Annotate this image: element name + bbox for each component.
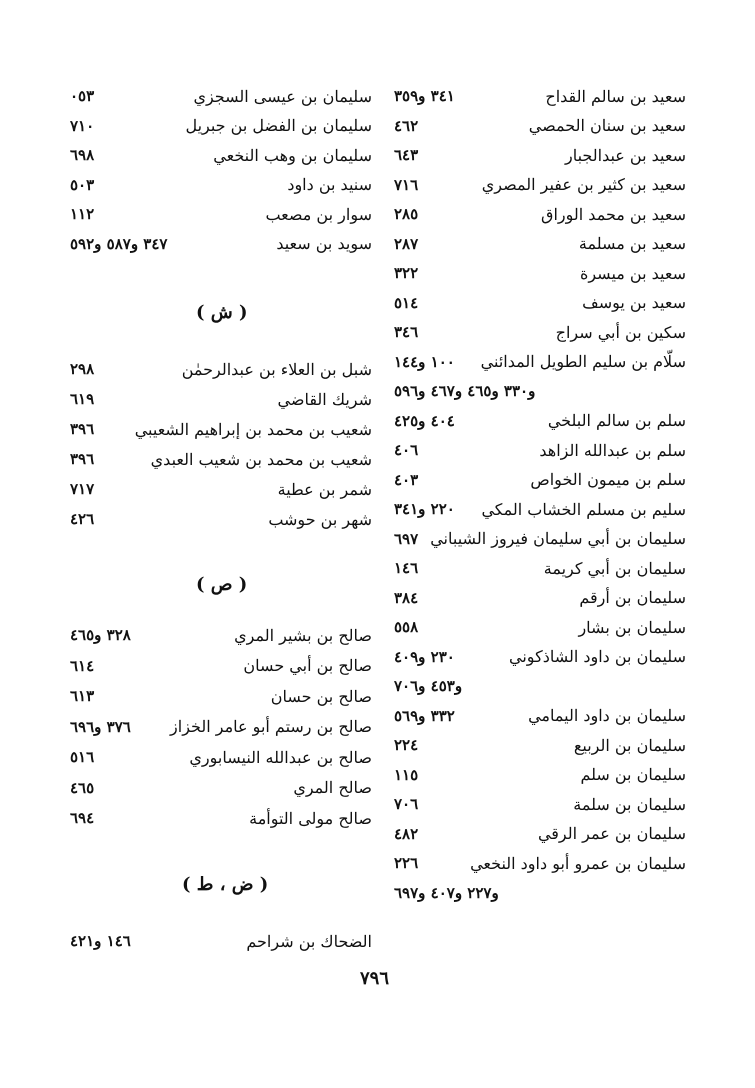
index-entry [394,642,686,672]
index-entry-continuation [394,878,686,908]
entry-name: صالح بن بشير المري [234,625,372,645]
index-entry [394,819,686,849]
entry-pages: ٢٢٦ [394,854,419,872]
index-entry [70,712,372,742]
entry-pages: ٢٢٠ و٣٤١ [394,500,455,518]
index-entry [70,504,372,534]
index-entry [394,730,686,760]
entry-name: شبل بن العلاء بن عبدالرحمٰن [181,359,372,379]
entry-name: شريك القاضي [277,389,372,409]
entry-pages: ٥٠٣ [70,175,95,194]
index-entry [70,384,372,414]
entry-pages: ٥٥٨ [394,618,419,636]
entry-name: سلم بن سالم البلخي [547,411,686,430]
entry-name: سليمان بن الربيع [573,735,686,755]
index-entry [394,435,686,465]
entry-pages: ١١٢ [70,205,95,223]
entry-name: صالح بن عبدالله النيسابوري [189,747,372,767]
entry-pages: ٣٤٦ [394,323,419,341]
section-heading-shin: ( ش ) [196,302,248,323]
entry-name: سليمان بن سلم [580,765,686,784]
entry-name: سعيد بن محمد الوراق [541,204,686,224]
entry-pages: ٢٣٠ و٤٠٩ [394,647,455,666]
entry-name: سليمان بن الفضل بن جبريل [185,116,372,135]
index-entry [394,701,686,731]
entry-name: سعيد بن عبدالجبار [564,145,686,165]
entry-pages: ٧٠٦ [394,795,419,813]
index-entry [70,170,372,200]
entry-name: شعيب بن محمد بن شعيب العبدي [150,449,372,469]
entry-pages: ٦١٤ [70,656,95,675]
entry-name: سليمان بن داود الشاذكوني [509,647,686,666]
entry-pages: ٧١٧ [70,480,95,498]
entry-name: سعيد بن ميسرة [579,263,686,283]
entry-pages: ٢٨٧ [394,234,419,253]
entry-pages: ٤٠٦ [394,441,419,459]
index-entry [394,848,686,878]
entry-pages: ٣٣٢ و٥٦٩ [394,706,455,725]
page-number: ٧٩٦ [360,968,390,989]
entry-pages: ٧١٦ [394,175,419,194]
entry-pages: ٣٤٧ و٥٨٧ و٥٩٢ [70,234,168,253]
entry-pages: و٢٢٧ و٤٠٧ و٦٩٧ [394,883,499,902]
entry-name: سليمان بن أبي كريمة [543,558,686,578]
entry-name: سليمان بن وهب النخعي [213,145,372,165]
index-entry [70,229,372,259]
entry-pages: ١٤٦ [394,559,419,577]
entry-name: سوار بن مصعب [265,204,372,224]
entry-pages: ٣٧٦ و٦٩٦ [70,717,131,736]
entry-pages: ٤٨٢ [394,824,419,843]
entry-pages: ٣٩٦ [70,450,95,468]
entry-name: سنيد بن داود [287,175,372,194]
entry-pages: ٤٢٦ [70,510,95,528]
index-entry [394,288,686,318]
entry-pages: ٦١٣ [70,687,95,705]
index-entry [394,81,686,111]
entry-pages: ٥١٤ [394,293,419,312]
entry-pages: و٤٥٣ و٧٠٦ [394,677,463,695]
entry-pages: ٠٥٣ [70,87,95,105]
entry-pages: و٣٣٠ و٤٦٥ و٤٦٧ و٥٩٦ [394,382,536,400]
entry-name: صالح بن أبي حسان [243,656,372,675]
index-entry [394,258,686,288]
entry-pages: ٤٠٤ و٤٢٥ [394,411,455,430]
entry-pages: ٦٤٣ [394,146,419,164]
index-entry [70,681,372,711]
entry-pages: ١٤٦ و٤٢١ [70,932,131,950]
index-entry [70,926,372,956]
entry-name: سويد بن سعيد [276,234,372,253]
index-entry [394,465,686,495]
entry-name: الضحاك بن شراحم [246,931,372,951]
index-entry [70,742,372,772]
entry-name: سلّام بن سليم الطويل المدائني [480,352,686,371]
section-heading-dad-ta: ( ض ، ط ) [182,874,269,895]
index-entry [394,140,686,170]
entry-pages: ١١٥ [394,765,419,784]
entry-pages: ٣٩٦ [70,420,95,438]
entry-name: سلم بن عبدالله الزاهد [539,440,686,460]
index-entry [394,494,686,524]
index-entry [394,229,686,259]
entry-name: شمر بن عطية [277,479,372,499]
entry-pages: ٣٨٤ [394,588,419,607]
entry-name: صالح مولى التوأمة [249,808,372,828]
index-entry [70,414,372,444]
entry-pages: ٢٢٤ [394,736,419,754]
index-entry [394,111,686,141]
index-entry [70,199,372,229]
entry-name: شعيب بن محمد بن إبراهيم الشعيبي [134,419,372,439]
entry-pages: ٤٦٢ [394,116,419,135]
entry-name: شهر بن حوشب [268,509,372,529]
entry-pages: ٧١٠ [70,116,95,135]
entry-pages: ٥١٦ [70,748,95,766]
entry-pages: ٢٩٨ [70,360,95,378]
index-entry-continuation [394,376,686,406]
index-entry [70,803,372,833]
index-entry [394,760,686,790]
index-entry [394,789,686,819]
entry-name: سكين بن أبي سراج [555,322,686,342]
entry-name: سعيد بن سالم القداح [545,86,686,106]
index-entry [70,81,372,111]
entry-pages: ٢٨٥ [394,205,419,223]
index-entry [394,317,686,347]
entry-name: سعيد بن مسلمة [578,234,686,253]
index-entry [70,620,372,650]
entry-name: صالح المري [293,778,372,797]
index-entry [70,111,372,141]
index-entry [70,651,372,681]
index-entry [70,354,372,384]
index-entry [70,140,372,170]
entry-pages: ٤٠٣ [394,470,419,489]
entry-pages: ١٠٠ و١٤٤ [394,352,455,371]
entry-pages: ٤٦٥ [70,778,95,797]
entry-pages: ٦٩٤ [70,809,95,827]
entry-name: سليمان بن بشار [578,617,686,637]
entry-name: سعيد بن كثير بن عفير المصري [481,175,686,194]
section-heading-sad: ( ص ) [196,574,248,595]
entry-pages: ٦١٩ [70,390,95,408]
entry-name: سليمان بن داود اليمامي [528,706,686,725]
index-entry [394,583,686,613]
index-entry-continuation [394,671,686,701]
entry-pages: ٦٩٨ [70,146,95,164]
entry-name: سعيد بن سنان الحمصي [528,116,686,135]
entry-name: سليمان بن أبي سليمان فيروز الشيباني [430,529,686,548]
entry-name: سليمان بن سلمة [573,794,686,814]
entry-name: سلم بن ميمون الخواص [530,470,686,489]
index-entry [394,553,686,583]
entry-name: سليمان بن عمرو أبو داود النخعي [470,853,686,873]
index-entry [70,474,372,504]
entry-name: سليمان بن عمر الرقي [537,824,686,843]
entry-name: صالح بن حسان [270,686,372,706]
entry-name: صالح بن رستم أبو عامر الخزاز [170,717,372,736]
entry-name: سليم بن مسلم الخشاب المكي [481,499,686,519]
entry-name: سليمان بن عيسى السجزي [193,86,372,106]
entry-name: سعيد بن يوسف [582,293,686,312]
entry-pages: ٦٩٧ [394,529,419,548]
index-entry [394,406,686,436]
index-entry [394,612,686,642]
index-entry [70,773,372,803]
index-entry [70,444,372,474]
entry-name: سليمان بن أرقم [579,588,686,607]
entry-pages: ٣٤١ و٣٥٩ [394,87,455,105]
index-entry [394,347,686,377]
entry-pages: ٣٢٢ [394,264,419,282]
index-entry [394,199,686,229]
index-entry [394,170,686,200]
entry-pages: ٣٢٨ و٤٦٥ [70,626,131,644]
index-entry [394,524,686,554]
